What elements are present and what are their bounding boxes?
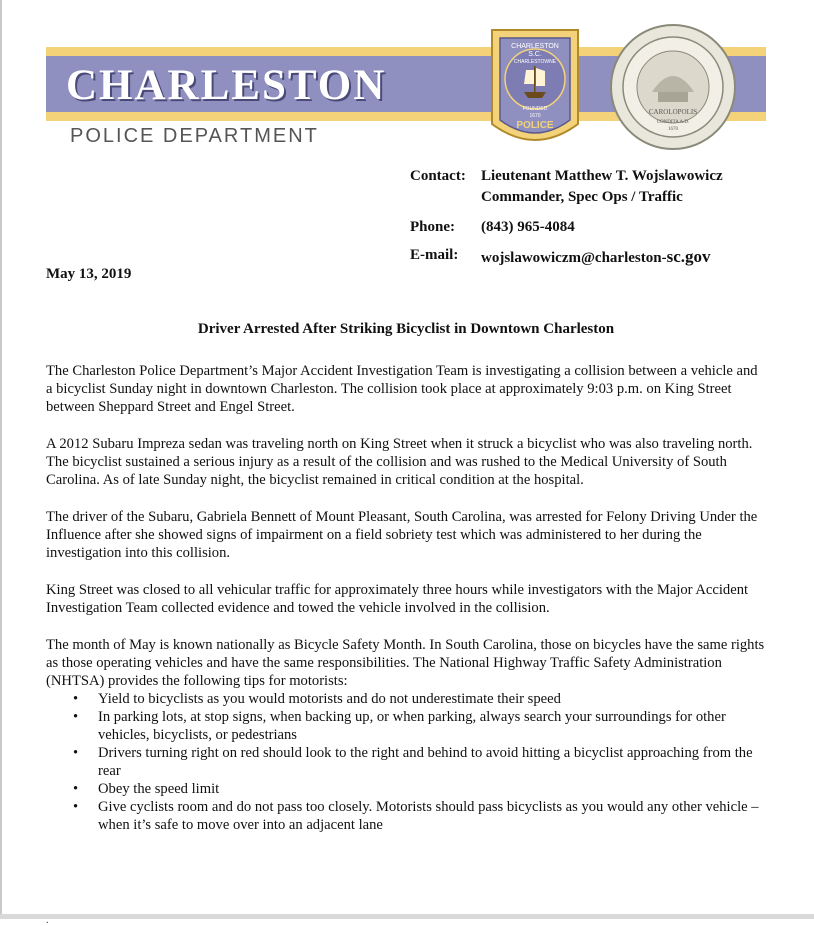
press-release-body [46,362,766,834]
tip-text: Yield to bicyclists as you would motorists and do not underestimate their speed [98,691,561,707]
phone-label: Phone: [410,219,455,235]
email-label: E-mail: [410,247,459,263]
badge-founded-text: FOUNDED [522,106,548,112]
paragraph-3: The driver of the Subaru, Gabriela Bennett of Mount Pleasant, South Carolina, was arrested for Felony Driving Under the Influence after she showed signs of impairment on a field sobriety test which was administered to her during the investigation into this collision. [46,509,758,561]
bullet-icon: • [73,691,79,707]
page-left-edge [0,0,2,919]
list-item [46,744,766,780]
badge-sub-text: CHARLESTOWNE [513,59,557,65]
list-item [46,690,766,708]
phone-number: (843) 965-4084 [481,219,575,235]
headline: Driver Arrested After Striking Bicyclist in Downtown Charleston [197,321,615,337]
city-seal-icon [608,22,738,152]
email-main: wojslawowiczm@charleston- [481,250,667,266]
paragraph-2: A 2012 Subaru Impreza sedan was traveling north on King Street when it struck a bicyclist who was also traveling north. The bicyclist sustained a serious injury as a result of the collision and was rushed to the Medical University of South Carolina. As of late Sunday night, the bicyclist remained in critical condition at the hospital. [46,436,753,488]
seal-condita: CONDITA A.D. [656,120,690,125]
list-item [46,708,766,744]
page-bottom-edge [0,914,814,919]
email-address[interactable] [481,247,711,267]
paragraph-1: The Charleston Police Department’s Major Accident Investigation Team is investigating a collision between a vehicle and a bicyclist Sunday night in downtown Charleston. The collision took place at approximately 9:03 p.m. on King Street between Sheppard Street and Engel Street. [46,363,758,415]
tip-text: In parking lots, at stop signs, when backing up, or when parking, always search your surroundings for other vehicles, bicyclists, or pedestrians [98,709,726,743]
contact-role: Commander, Spec Ops / Traffic [481,189,683,205]
bullet-icon: • [73,781,79,797]
badge-top-text: CHARLESTON [511,43,559,50]
list-item [46,798,766,834]
badge-year-text: 1670 [529,113,541,119]
contact-label: Contact: [410,168,466,184]
safety-tips-list [46,690,766,834]
seal-year: 1670 [668,127,678,132]
brand-title: CHARLESTON [66,62,387,109]
bullet-icon: • [73,709,79,725]
list-item [46,780,766,798]
paragraph-5: The month of May is known nationally as Bicycle Safety Month. In South Carolina, those on bicycles have the same rights as those operating vehicles and have the same responsibilities. The National Highway Traffic Safety Administration (NHTSA) provides the following tips for motorists: [46,637,765,689]
release-date: May 13, 2019 [46,266,132,282]
footer-mark: . [46,915,49,926]
paragraph-4: King Street was closed to all vehicular traffic for approximately three hours while investigators with the Major Accident Investigation Team collected evidence and towed the vehicle involved in the collision. [46,582,749,616]
tip-text: Drivers turning right on red should look to the right and behind to avoid hitting a bicyclist approaching from the rear [98,745,753,779]
police-badge-icon [486,24,584,148]
tip-text: Obey the speed limit [98,781,220,797]
bullet-icon: • [73,799,79,815]
email-tail: sc.gov [666,247,711,266]
badge-state-text: S.C. [528,51,542,58]
badge-police-text: POLICE [516,120,554,131]
bullet-icon: • [73,745,79,761]
tip-text: Give cyclists room and do not pass too closely. Motorists should pass bicyclists as you would any other vehicle – when it’s safe to move over into an adjacent lane [98,799,759,833]
department-name: POLICE DEPARTMENT [70,125,319,147]
contact-name: Lieutenant Matthew T. Wojslawowicz [481,168,723,184]
seal-motto: CAROLOPOLIS [648,108,698,116]
